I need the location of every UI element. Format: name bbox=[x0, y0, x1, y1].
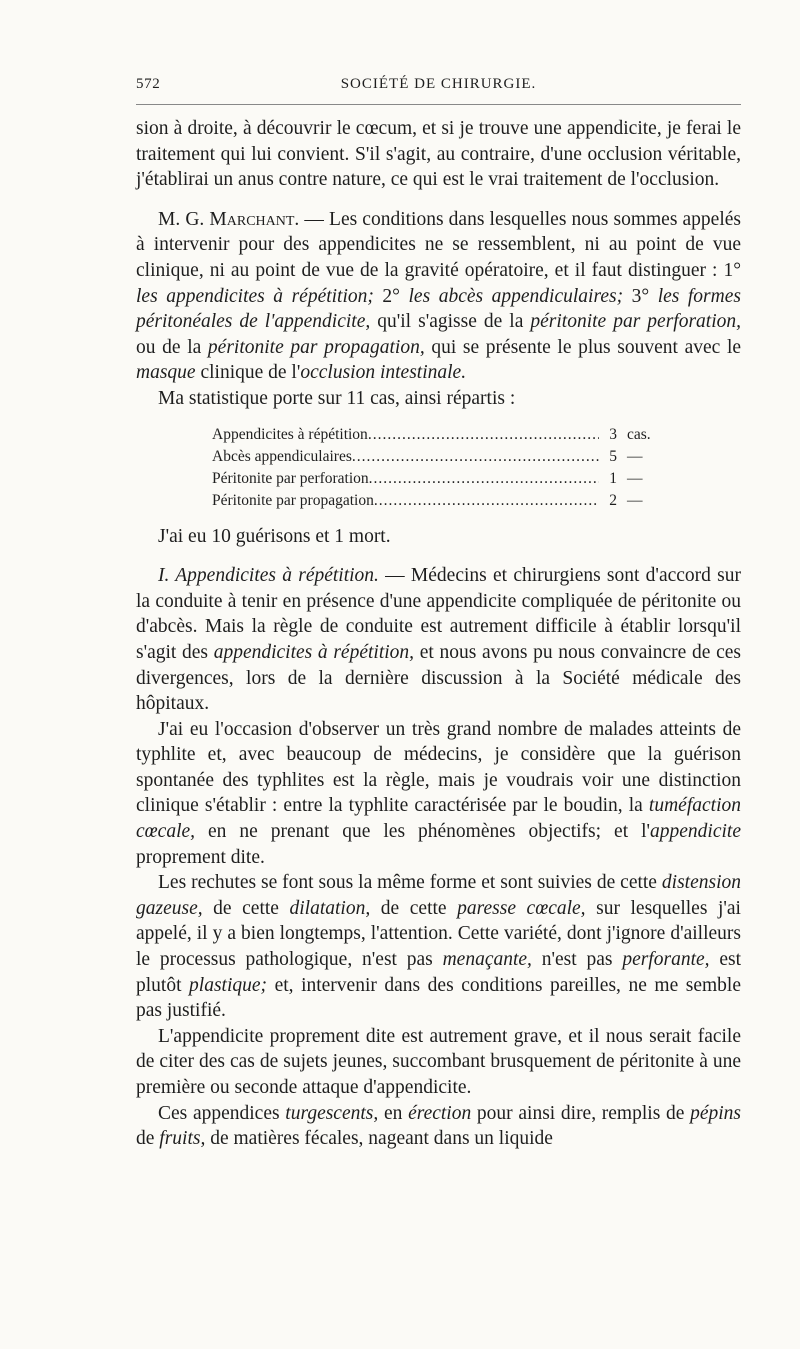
text-run: de matières fécales, nageant dans un liquide bbox=[205, 1128, 553, 1150]
stat-label: Péritonite par propagation bbox=[212, 491, 374, 509]
italic-run: péritonite par propagation, bbox=[207, 336, 425, 358]
text-run: n'est pas bbox=[531, 949, 623, 971]
stat-count: 2 bbox=[609, 491, 617, 509]
italic-run: paresse cœcale, bbox=[457, 897, 586, 919]
italic-run: les appendicites à répétition; bbox=[136, 285, 374, 307]
text-run: et nous avons pu nous convaincre de ces divergences, lors de la dernière discussion à la Société médicale des hôpitaux. bbox=[136, 641, 741, 715]
italic-run: pépins bbox=[690, 1102, 741, 1124]
text-run: J'ai eu l'occasion d'observer un très grand nombre de malades atteints de typhlite et, avec beaucoup de médecins, je considère que la guérison spontanée des typhlites est la règle, mais je voudrais voir une distinction clinique s'établir : entre la typhlite caractérisée par le boudin, la bbox=[136, 718, 741, 817]
text-run: de cette bbox=[202, 897, 290, 919]
dot-leader bbox=[352, 446, 599, 468]
page-number: 572 bbox=[136, 76, 161, 92]
stat-row bbox=[212, 490, 667, 512]
italic-run: turgescents, bbox=[285, 1102, 379, 1124]
italic-run: perforante, bbox=[622, 949, 710, 971]
italic-run: appendicites à répétition, bbox=[213, 641, 415, 663]
italic-run: fruits, bbox=[159, 1128, 206, 1150]
text-run: Ces appendices bbox=[158, 1102, 286, 1124]
text-run: et, intervenir dans des conditions pareilles, ne me semble pas justifié. bbox=[136, 974, 741, 1022]
italic-run: érection bbox=[408, 1102, 472, 1124]
running-header bbox=[136, 76, 741, 98]
paragraph-section-1 bbox=[136, 563, 741, 717]
italic-run: les abcès appendiculaires; bbox=[408, 285, 624, 307]
stat-label: Abcès appendiculaires bbox=[212, 447, 352, 465]
italic-run: masque bbox=[136, 362, 196, 384]
text-run: sur lesquelles j'ai appelé, il y a bien longtemps, l'attention. Cette variété, dont j'ignore d'ailleurs le processus pathologique, n'est pas bbox=[136, 897, 741, 971]
stat-row bbox=[212, 468, 667, 490]
statistics-table bbox=[212, 424, 667, 512]
italic-run: péritonite par perforation, bbox=[530, 311, 742, 333]
stat-unit: — bbox=[627, 447, 643, 465]
dot-leader bbox=[369, 468, 599, 490]
text-run: clinique de l' bbox=[195, 362, 301, 384]
text-run: est plutôt bbox=[136, 949, 741, 996]
italic-run: distension gazeuse, bbox=[136, 872, 741, 919]
paragraph-text: L'appendicite proprement dite est autrement grave, et il nous serait facile de citer des cas de sujets jeunes, succombant brusquement de péritonite à une première ou seconde attaque d'appendicite. bbox=[136, 1025, 741, 1098]
stat-unit: cas. bbox=[627, 425, 651, 443]
paragraph-appendicite-grave bbox=[136, 1024, 741, 1101]
paragraph-rechutes bbox=[136, 870, 741, 1024]
text-run: — Les conditions dans lesquelles nous sommes appelés à intervenir pour des appendicites ne se ressemblent, ni au point de vue clinique, ni au point de vue de la gravité opératoire, et il faut distinguer : 1° bbox=[136, 208, 741, 281]
dot-leader bbox=[374, 490, 599, 512]
stat-count: 5 bbox=[609, 447, 617, 465]
running-title: SOCIÉTÉ DE CHIRURGIE. bbox=[340, 76, 537, 92]
paragraph-text: sion à droite, à découvrir le cœcum, et si je trouve une appendicite, je ferai le traitement qui lui convient. S'il s'agit, au contraire, d'une occlusion véritable, j'établirai un anus contre nature, ce qui est le vrai traitement de l'occlusion. bbox=[136, 118, 741, 191]
text-run: 3° bbox=[623, 285, 658, 307]
stat-label: Péritonite par perforation bbox=[212, 469, 369, 487]
italic-run: dilatation, bbox=[289, 897, 371, 919]
text-run: de cette bbox=[370, 897, 458, 919]
paragraph-text: Ma statistique porte sur 11 cas, ainsi répartis : bbox=[158, 387, 516, 409]
stat-count: 1 bbox=[609, 469, 617, 487]
text-run: ou de la bbox=[136, 336, 208, 358]
stat-row bbox=[212, 446, 667, 468]
italic-run: les formes péritonéales de l'appendicite, bbox=[136, 285, 741, 333]
stat-count: 3 bbox=[609, 425, 617, 443]
paragraph-appendices bbox=[136, 1101, 741, 1152]
italic-run: occlusion intestinale. bbox=[300, 362, 467, 384]
paragraph-guerisons bbox=[136, 524, 741, 550]
text-run: qu'il s'agisse de la bbox=[370, 311, 531, 333]
section-heading: I. Appendicites à répétition. bbox=[158, 565, 379, 587]
stat-unit: — bbox=[627, 491, 643, 509]
paragraph-statistique bbox=[136, 386, 741, 412]
text-run: qui se présente le plus souvent avec le bbox=[424, 336, 742, 358]
italic-run: appendicite bbox=[650, 821, 741, 843]
stat-unit: — bbox=[627, 469, 643, 487]
text-run: en ne prenant que les phénomènes objectifs; et l' bbox=[195, 821, 651, 843]
text-run: pour ainsi dire, remplis de bbox=[471, 1102, 691, 1124]
text-run: de bbox=[136, 1128, 160, 1150]
paragraph-continuation bbox=[136, 116, 741, 193]
paragraph-typhlite bbox=[136, 717, 741, 871]
text-run: en bbox=[378, 1102, 409, 1124]
italic-run: tuméfaction cœcale, bbox=[136, 795, 741, 843]
italic-run: menaçante, bbox=[442, 949, 532, 971]
text-run: 2° bbox=[373, 285, 409, 307]
text-run: Les rechutes se font sous la même forme et sont suivies de cette bbox=[158, 872, 662, 894]
paragraph-marchant bbox=[136, 207, 741, 386]
text-run: proprement dite. bbox=[136, 846, 265, 868]
body-text bbox=[136, 116, 741, 1152]
paragraph-text: J'ai eu 10 guérisons et 1 mort. bbox=[158, 525, 391, 547]
stat-label: Appendicites à répétition bbox=[212, 425, 368, 443]
text-run: — Médecins et chirurgiens sont d'accord sur la conduite à tenir en présence d'une appendicite compliquée de péritonite ou d'abcès. Mais la règle de conduite est autrement difficile à établir lorsqu'il s'agit des bbox=[136, 565, 741, 663]
dot-leader bbox=[368, 424, 599, 446]
italic-run: plastique; bbox=[189, 974, 268, 996]
header-rule bbox=[136, 104, 741, 105]
speaker-name: M. G. Marchant. bbox=[158, 208, 300, 230]
stat-row bbox=[212, 424, 667, 446]
